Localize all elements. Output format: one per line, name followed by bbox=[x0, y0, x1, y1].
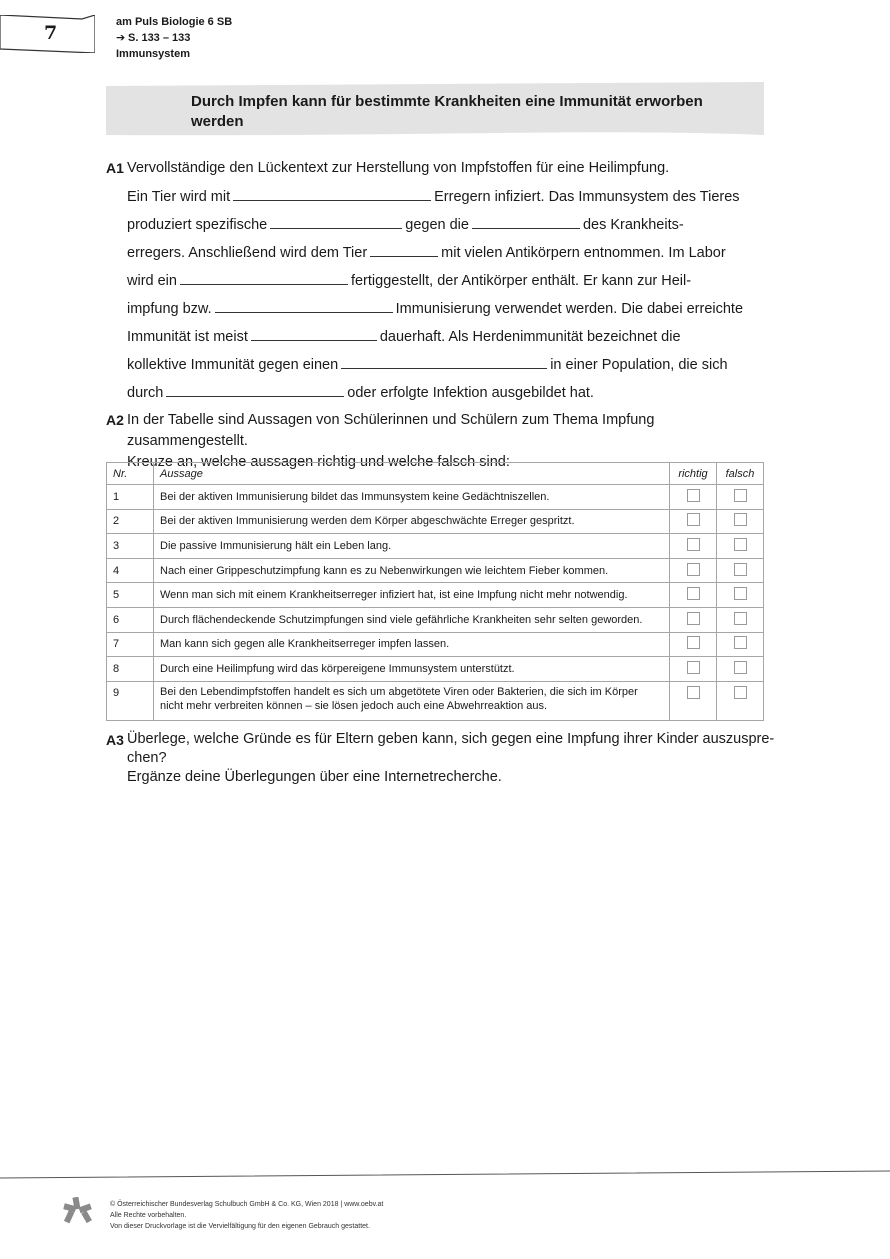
checkbox-false[interactable] bbox=[734, 636, 747, 649]
table-row: 5 Wenn man sich mit einem Krankheitserreger infiziert hat, ist eine Impfung nicht mehr notwendig. bbox=[107, 583, 764, 608]
checkbox-true[interactable] bbox=[687, 686, 700, 699]
cloze-line-3: erregers. Anschließend wird dem Tier mit vielen Antikörpern entnommen. Im Labor bbox=[127, 242, 767, 261]
header-nr: Nr. bbox=[107, 463, 154, 485]
page-number: 7 bbox=[44, 22, 58, 44]
blank-field[interactable] bbox=[472, 214, 580, 229]
task-label-a2: A2 bbox=[106, 412, 124, 428]
task-a3-instruction: Überlege, welche Gründe es für Eltern geben kann, sich gegen eine Impfung ihrer Kinder auszuspre- chen? Ergänze deine Überlegungen über eine Internetrecherche. bbox=[127, 731, 775, 785]
table-row: 6 Durch flächendeckende Schutzimpfungen sind viele gefährliche Krankheiten sehr selten geworden. bbox=[107, 607, 764, 632]
checkbox-true[interactable] bbox=[687, 489, 700, 502]
blank-field[interactable] bbox=[370, 242, 438, 257]
page-title: Durch Impfen kann für bestimmte Krankheiten eine Immunität erworben werden bbox=[191, 93, 703, 130]
cloze-line-2: produziert spezifische gegen die des Krankheits- bbox=[127, 214, 767, 233]
checkbox-true[interactable] bbox=[687, 612, 700, 625]
cloze-line-7: kollektive Immunität gegen einen in einer Population, die sich bbox=[127, 354, 767, 373]
checkbox-false[interactable] bbox=[734, 587, 747, 600]
checkbox-true[interactable] bbox=[687, 636, 700, 649]
cloze-line-1: Ein Tier wird mit Erregern infiziert. Das Immunsystem des Tieres bbox=[127, 186, 767, 205]
cloze-line-8: durch oder erfolgte Infektion ausgebildet hat. bbox=[127, 382, 767, 401]
checkbox-false[interactable] bbox=[734, 661, 747, 674]
table-header bbox=[107, 463, 764, 485]
book-reference bbox=[116, 14, 232, 62]
checkbox-false[interactable] bbox=[734, 612, 747, 625]
table-row: 3 Die passive Immunisierung hält ein Leben lang. bbox=[107, 534, 764, 559]
blank-field[interactable] bbox=[251, 326, 377, 341]
blank-field[interactable] bbox=[233, 186, 431, 201]
cloze-line-4: wird ein fertiggestellt, der Antikörper enthält. Er kann zur Heil- bbox=[127, 270, 767, 289]
checkbox-true[interactable] bbox=[687, 538, 700, 551]
blank-field[interactable] bbox=[341, 354, 547, 369]
blank-field[interactable] bbox=[166, 382, 344, 397]
blank-field[interactable] bbox=[270, 214, 402, 229]
publisher-logo-icon bbox=[63, 1197, 93, 1227]
header-true: richtig bbox=[670, 463, 717, 485]
book-title: am Puls Biologie 6 SB bbox=[116, 16, 233, 28]
table-row: 9 Bei den Lebendimpfstoffen handelt es sich um abgetötete Viren oder Bakterien, die sich im Körper nicht mehr verbreiten können – sie lösen jedoch auch eine Abwehrreaktion aus. bbox=[107, 681, 764, 720]
task-label-a1: A1 bbox=[106, 160, 124, 176]
cloze-line-5: impfung bzw. Immunisierung verwendet werden. Die dabei erreichte bbox=[127, 298, 767, 317]
arrow-right-icon: ➔ bbox=[116, 32, 126, 44]
chapter-title: Immunsystem bbox=[116, 48, 190, 60]
cloze-line-6: Immunität ist meist dauerhaft. Als Herdenimmunität bezeichnet die bbox=[127, 326, 767, 345]
checkbox-true[interactable] bbox=[687, 587, 700, 600]
checkbox-false[interactable] bbox=[734, 686, 747, 699]
checkbox-false[interactable] bbox=[734, 563, 747, 576]
page-reference: ➔ S. 133 – 133 bbox=[116, 32, 191, 44]
blank-field[interactable] bbox=[215, 298, 393, 313]
task-a2-instruction: In der Tabelle sind Aussagen von Schülerinnen und Schülern zum Thema Impfung zusammengestellt. Kreuze an, welche aussagen richtig und welche falsch sind: bbox=[127, 412, 655, 470]
header-statement: Aussage bbox=[154, 463, 670, 485]
table-row: 7 Man kann sich gegen alle Krankheitserreger impfen lassen. bbox=[107, 632, 764, 657]
header-false: falsch bbox=[717, 463, 764, 485]
footer-divider bbox=[0, 1170, 890, 1182]
checkbox-true[interactable] bbox=[687, 513, 700, 526]
checkbox-false[interactable] bbox=[734, 489, 747, 502]
table-row: 2 Bei der aktiven Immunisierung werden dem Körper abgeschwächte Erreger gespritzt. bbox=[107, 509, 764, 534]
statements-table bbox=[106, 462, 764, 721]
checkbox-false[interactable] bbox=[734, 538, 747, 551]
task-label-a3: A3 bbox=[106, 732, 124, 748]
table-row: 8 Durch eine Heilimpfung wird das körpereigene Immunsystem unterstützt. bbox=[107, 657, 764, 682]
task-a1-instruction: Vervollständige den Lückentext zur Herstellung von Impfstoffen für eine Heilimpfung. bbox=[127, 160, 670, 176]
checkbox-true[interactable] bbox=[687, 661, 700, 674]
title-band bbox=[106, 82, 764, 137]
table-row: 1 Bei der aktiven Immunisierung bildet das Immunsystem keine Gedächtniszellen. bbox=[107, 485, 764, 510]
blank-field[interactable] bbox=[180, 270, 348, 285]
checkbox-false[interactable] bbox=[734, 513, 747, 526]
checkbox-true[interactable] bbox=[687, 563, 700, 576]
footer-copyright: © Österreichischer Bundesverlag Schulbuch GmbH & Co. KG, Wien 2018 | www.oebv.at Alle Rechte vorbehalten. Von dieser Druckvorlage ist die Vervielfältigung für den eigenen Gebrauch gestattet. bbox=[110, 1201, 384, 1230]
table-row: 4 Nach einer Grippeschutzimpfung kann es zu Nebenwirkungen wie leichtem Fieber kommen. bbox=[107, 558, 764, 583]
